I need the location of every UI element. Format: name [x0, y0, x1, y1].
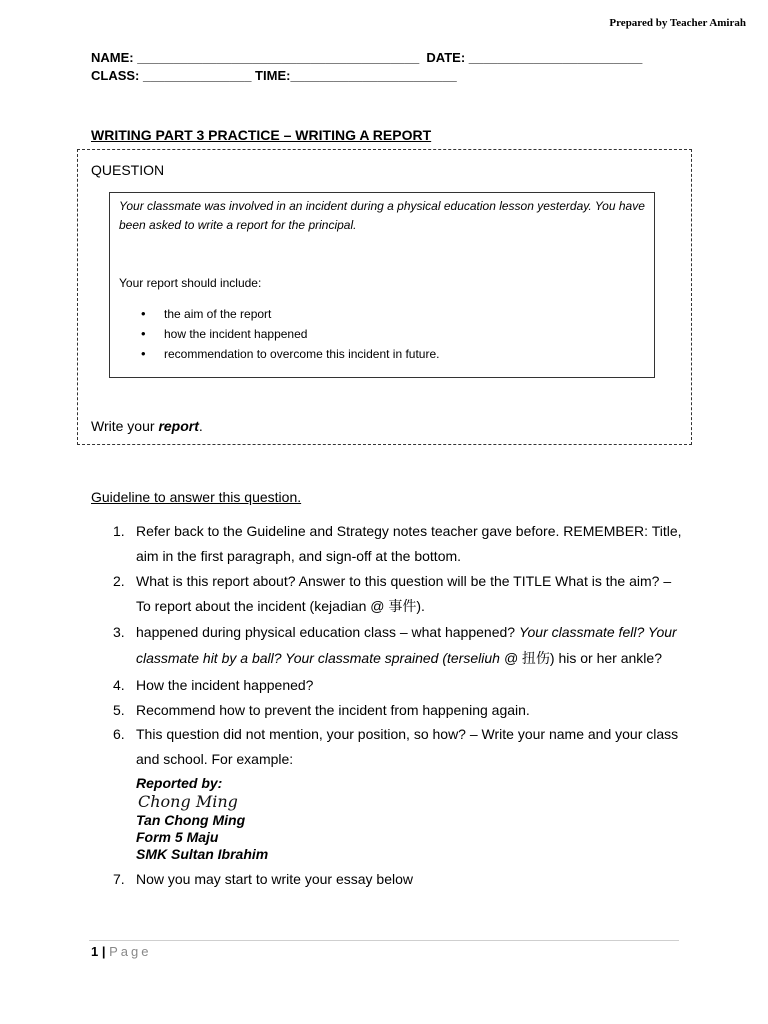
write-instruction: Write your report. [91, 418, 203, 434]
example-signature: Chong Ming [138, 792, 238, 811]
example-name: Tan Chong Ming [136, 812, 246, 828]
footer-divider [89, 940, 679, 941]
name-date-fields: NAME: _______________________________________ DATE: ________________________ [91, 50, 643, 65]
guideline-heading: Guideline to answer this question. [91, 489, 302, 505]
class-time-fields: CLASS: _______________ TIME:_______________________ [91, 68, 457, 83]
list-item: • how the incident happened [119, 324, 439, 344]
page-title: WRITING PART 3 PRACTICE – WRITING A REPORT [91, 127, 432, 143]
task-scenario: Your classmate was involved in an incident during a physical education lesson yesterday. You have been asked to write a report for the principal. [119, 199, 645, 232]
list-item: • recommendation to overcome this incident in future. [119, 344, 439, 364]
example-school: SMK Sultan Ibrahim [136, 846, 269, 862]
include-label: Your report should include: [119, 276, 262, 290]
example-reported-by: Reported by: [136, 775, 223, 791]
report-keyword: report [158, 418, 199, 434]
page-number: 1 [91, 944, 99, 959]
requirements-list [119, 304, 439, 364]
question-label: QUESTION [91, 162, 165, 178]
page-label: Page [109, 944, 152, 959]
list-item: • the aim of the report [119, 304, 439, 324]
prepared-by: Prepared by Teacher Amirah [609, 17, 746, 29]
example-form: Form 5 Maju [136, 829, 219, 845]
page-footer: 1 | Page [91, 944, 152, 959]
